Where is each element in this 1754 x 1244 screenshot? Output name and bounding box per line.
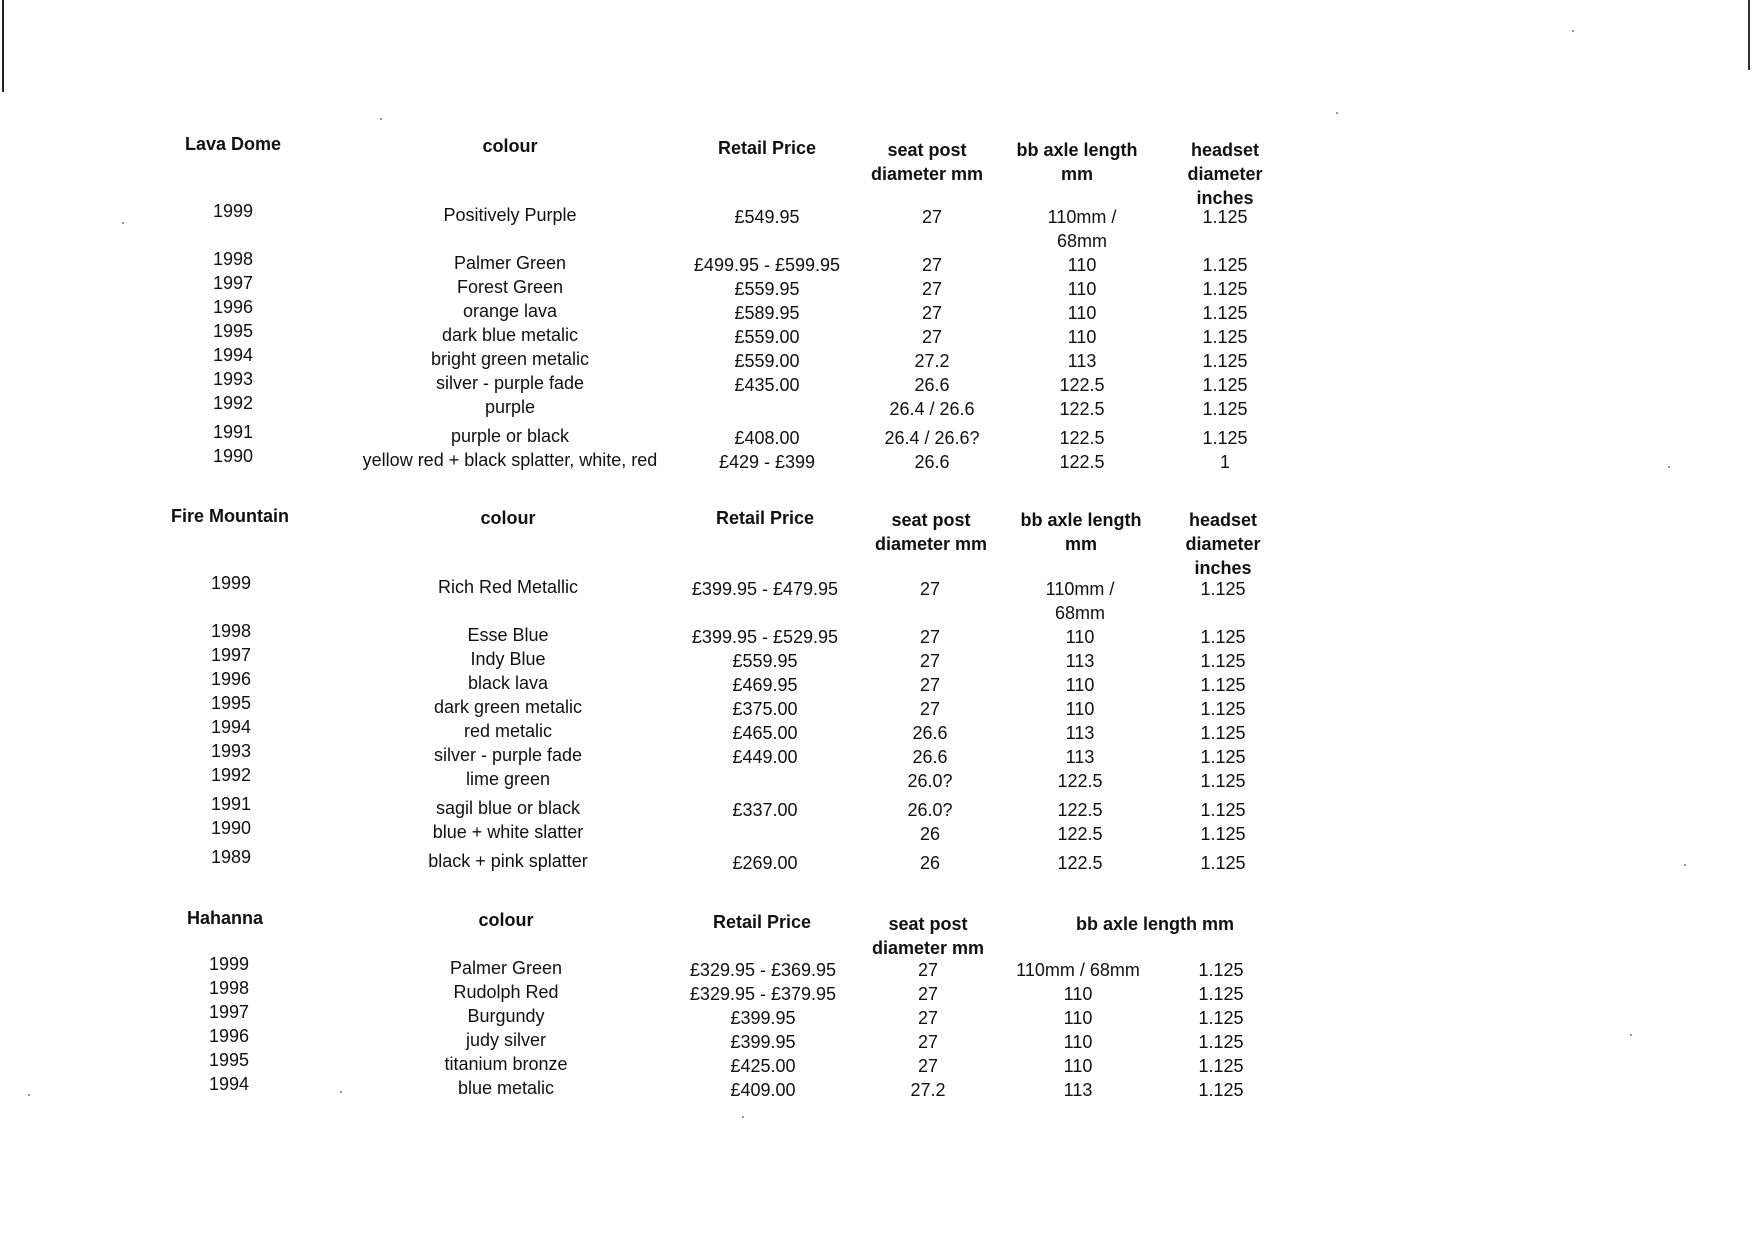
cell-bb-axle: 110	[1067, 255, 1097, 275]
cell-retail-price: £399.95	[730, 1032, 796, 1052]
scan-speck	[1630, 1034, 1632, 1036]
cell-seat-post: 27	[921, 303, 943, 323]
cell-seat-post: 27.2	[914, 351, 950, 371]
cell-year: 1996	[208, 1026, 250, 1046]
cell-seat-post: 27	[919, 675, 941, 695]
cell-colour: Palmer Green	[449, 958, 563, 978]
cell-year: 1997	[212, 273, 254, 293]
cell-headset: 1	[1219, 452, 1230, 472]
cell-bb-axle: 122.5	[1059, 452, 1105, 472]
cell-retail-price: £435.00	[734, 375, 800, 395]
cell-bb-axle: 110	[1067, 279, 1097, 299]
cell-year: 1999	[208, 954, 250, 974]
cell-retail-price: £465.00	[732, 723, 798, 743]
cell-seat-post: 27	[921, 279, 943, 299]
cell-year: 1995	[208, 1050, 250, 1070]
cell-bb-axle: 110mm / 68mm	[1047, 207, 1117, 251]
cell-bb-axle: 113	[1065, 747, 1095, 767]
cell-retail-price: £399.95 - £529.95	[691, 627, 839, 647]
cell-bb-axle: 110mm / 68mm	[1045, 579, 1115, 623]
cell-retail-price: £329.95 - £369.95	[689, 960, 837, 980]
scan-speck	[1684, 864, 1686, 866]
cell-seat-post: 26	[919, 824, 941, 844]
cell-retail-price: £559.95	[734, 279, 800, 299]
cell-bb-axle: 113	[1063, 1080, 1093, 1100]
scan-speck	[28, 1094, 30, 1096]
cell-colour: purple or black	[450, 426, 570, 446]
cell-colour: Positively Purple	[443, 205, 577, 225]
cell-seat-post: 26.0?	[907, 800, 953, 820]
cell-seat-post: 26.6	[914, 452, 950, 472]
cell-bb-axle: 110mm / 68mm	[1016, 960, 1140, 980]
header-colour: colour	[478, 910, 534, 930]
cell-year: 1994	[208, 1074, 250, 1094]
cell-headset: 1.125	[1200, 853, 1246, 873]
scan-speck	[742, 1116, 744, 1118]
model-title: Lava Dome	[184, 134, 282, 154]
cell-retail-price: £429 - £399	[718, 452, 816, 472]
cell-seat-post: 26.4 / 26.6	[889, 399, 975, 419]
cell-year: 1998	[212, 249, 254, 269]
scan-speck	[1572, 30, 1574, 32]
cell-colour: blue + white slatter	[432, 822, 584, 842]
table-row	[0, 765, 1754, 793]
cell-colour: Palmer Green	[453, 253, 567, 273]
cell-year: 1991	[210, 794, 252, 814]
cell-colour: Rudolph Red	[453, 982, 559, 1002]
header-seat-post: seat post diameter mm	[870, 140, 984, 184]
cell-bb-axle: 110	[1063, 1056, 1093, 1076]
cell-retail-price: £329.95 - £379.95	[689, 984, 837, 1004]
cell-bb-axle: 122.5	[1059, 399, 1105, 419]
cell-bb-axle: 113	[1067, 351, 1097, 371]
scan-speck	[1336, 112, 1338, 114]
cell-seat-post: 26.6	[912, 723, 948, 743]
table-row	[0, 446, 1754, 474]
cell-year: 1998	[210, 621, 252, 641]
cell-year: 1993	[212, 369, 254, 389]
cell-headset: 1.125	[1200, 723, 1246, 743]
cell-colour: black + pink splatter	[428, 851, 588, 871]
cell-headset: 1.125	[1202, 399, 1248, 419]
cell-year: 1998	[208, 978, 250, 998]
cell-headset: 1.125	[1202, 279, 1248, 299]
cell-headset: 1.125	[1200, 675, 1246, 695]
scan-speck	[380, 118, 382, 120]
cell-year: 1990	[210, 818, 252, 838]
scan-edge-mark	[1748, 0, 1750, 70]
cell-bb-axle: 110	[1063, 1032, 1093, 1052]
cell-headset: 1.125	[1198, 1056, 1244, 1076]
cell-retail-price: £469.95	[732, 675, 798, 695]
cell-retail-price: £559.00	[734, 351, 800, 371]
model-title: Hahanna	[186, 908, 264, 928]
cell-year: 1989	[210, 847, 252, 867]
cell-bb-axle: 122.5	[1057, 824, 1103, 844]
cell-headset: 1.125	[1198, 1032, 1244, 1052]
cell-headset: 1.125	[1200, 651, 1246, 671]
cell-headset: 1.125	[1202, 303, 1248, 323]
cell-seat-post: 26.6	[914, 375, 950, 395]
cell-year: 1995	[212, 321, 254, 341]
cell-seat-post: 27	[917, 1056, 939, 1076]
cell-seat-post: 26.0?	[907, 771, 953, 791]
cell-headset: 1.125	[1202, 428, 1248, 448]
cell-seat-post: 26.6	[912, 747, 948, 767]
cell-bb-axle: 113	[1065, 723, 1095, 743]
cell-colour: black lava	[467, 673, 549, 693]
header-bb-axle: bb axle length mm	[1075, 914, 1235, 934]
cell-seat-post: 27	[919, 651, 941, 671]
cell-retail-price: £375.00	[732, 699, 798, 719]
cell-seat-post: 27	[921, 255, 943, 275]
cell-seat-post: 27	[917, 1032, 939, 1052]
cell-headset: 1.125	[1200, 747, 1246, 767]
header-seat-post: seat post diameter mm	[871, 914, 985, 958]
header-retail-price: Retail Price	[715, 508, 815, 528]
cell-year: 1997	[208, 1002, 250, 1022]
cell-headset: 1.125	[1202, 351, 1248, 371]
cell-year: 1991	[212, 422, 254, 442]
cell-bb-axle: 122.5	[1057, 771, 1103, 791]
cell-headset: 1.125	[1202, 207, 1248, 227]
cell-bb-axle: 122.5	[1059, 375, 1105, 395]
cell-retail-price: £499.95 - £599.95	[693, 255, 841, 275]
scan-speck	[1668, 466, 1670, 468]
cell-seat-post: 27	[921, 327, 943, 347]
model-title: Fire Mountain	[171, 506, 289, 526]
cell-headset: 1.125	[1202, 327, 1248, 347]
cell-bb-axle: 110	[1067, 327, 1097, 347]
cell-bb-axle: 110	[1063, 984, 1093, 1004]
cell-bb-axle: 122.5	[1057, 800, 1103, 820]
cell-headset: 1.125	[1200, 824, 1246, 844]
table-row	[0, 201, 1754, 251]
cell-retail-price: £589.95	[734, 303, 800, 323]
cell-headset: 1.125	[1202, 375, 1248, 395]
cell-seat-post: 27.2	[910, 1080, 946, 1100]
table-row	[0, 1074, 1754, 1102]
cell-colour: sagil blue or black	[435, 798, 581, 818]
cell-headset: 1.125	[1198, 960, 1244, 980]
header-seat-post: seat post diameter mm	[874, 510, 988, 554]
cell-colour: Forest Green	[456, 277, 564, 297]
header-colour: colour	[482, 136, 538, 156]
cell-retail-price: £399.95	[730, 1008, 796, 1028]
header-bb-axle: bb axle length mm	[1016, 140, 1138, 184]
cell-year: 1990	[212, 446, 254, 466]
cell-year: 1994	[212, 345, 254, 365]
table-row	[0, 818, 1754, 846]
cell-year: 1992	[210, 765, 252, 785]
cell-retail-price: £269.00	[732, 853, 798, 873]
scan-edge-mark	[2, 0, 4, 92]
scan-speck	[340, 1091, 342, 1093]
header-retail-price: Retail Price	[712, 912, 812, 932]
cell-year: 1996	[210, 669, 252, 689]
cell-bb-axle: 122.5	[1057, 853, 1103, 873]
cell-colour: silver - purple fade	[433, 745, 583, 765]
cell-colour: judy silver	[465, 1030, 547, 1050]
cell-headset: 1.125	[1200, 579, 1246, 599]
cell-colour: titanium bronze	[444, 1054, 568, 1074]
cell-year: 1994	[210, 717, 252, 737]
cell-bb-axle: 110	[1065, 675, 1095, 695]
cell-seat-post: 27	[917, 1008, 939, 1028]
cell-headset: 1.125	[1198, 1008, 1244, 1028]
cell-seat-post: 27	[917, 984, 939, 1004]
cell-colour: Indy Blue	[470, 649, 546, 669]
cell-headset: 1.125	[1198, 1080, 1244, 1100]
cell-colour: dark blue metalic	[441, 325, 579, 345]
table-row	[0, 393, 1754, 421]
cell-headset: 1.125	[1200, 627, 1246, 647]
cell-year: 1996	[212, 297, 254, 317]
cell-colour: bright green metalic	[430, 349, 590, 369]
cell-bb-axle: 122.5	[1059, 428, 1105, 448]
cell-seat-post: 26.4 / 26.6?	[884, 428, 980, 448]
cell-colour: Rich Red Metallic	[437, 577, 579, 597]
header-headset: headset diameter inches	[1185, 510, 1261, 578]
cell-seat-post: 27	[921, 207, 943, 227]
cell-headset: 1.125	[1198, 984, 1244, 1004]
cell-year: 1992	[212, 393, 254, 413]
cell-seat-post: 27	[917, 960, 939, 980]
cell-seat-post: 27	[919, 699, 941, 719]
cell-bb-axle: 110	[1065, 627, 1095, 647]
header-headset: headset diameter inches	[1187, 140, 1263, 208]
cell-headset: 1.125	[1200, 771, 1246, 791]
cell-retail-price: £449.00	[732, 747, 798, 767]
cell-bb-axle: 110	[1065, 699, 1095, 719]
cell-seat-post: 27	[919, 579, 941, 599]
cell-colour: Burgundy	[467, 1006, 545, 1026]
cell-seat-post: 26	[919, 853, 941, 873]
header-colour: colour	[480, 508, 536, 528]
scan-speck	[122, 222, 124, 224]
cell-retail-price: £408.00	[734, 428, 800, 448]
cell-headset: 1.125	[1202, 255, 1248, 275]
cell-year: 1999	[212, 201, 254, 221]
cell-retail-price: £409.00	[730, 1080, 796, 1100]
cell-colour: orange lava	[462, 301, 558, 321]
cell-bb-axle: 110	[1063, 1008, 1093, 1028]
cell-year: 1999	[210, 573, 252, 593]
cell-retail-price: £559.00	[734, 327, 800, 347]
cell-colour: silver - purple fade	[435, 373, 585, 393]
cell-seat-post: 27	[919, 627, 941, 647]
cell-colour: dark green metalic	[433, 697, 583, 717]
cell-retail-price: £425.00	[730, 1056, 796, 1076]
cell-colour: Esse Blue	[467, 625, 549, 645]
cell-colour: yellow red + black splatter, white, red	[362, 450, 658, 470]
cell-headset: 1.125	[1200, 699, 1246, 719]
cell-colour: purple	[484, 397, 536, 417]
cell-colour: blue metalic	[457, 1078, 555, 1098]
cell-colour: lime green	[465, 769, 551, 789]
cell-retail-price: £559.95	[732, 651, 798, 671]
table-row	[0, 847, 1754, 875]
cell-headset: 1.125	[1200, 800, 1246, 820]
cell-year: 1995	[210, 693, 252, 713]
cell-bb-axle: 113	[1065, 651, 1095, 671]
cell-year: 1993	[210, 741, 252, 761]
cell-retail-price: £399.95 - £479.95	[691, 579, 839, 599]
cell-colour: red metalic	[463, 721, 553, 741]
cell-retail-price: £337.00	[732, 800, 798, 820]
table-row	[0, 573, 1754, 623]
cell-year: 1997	[210, 645, 252, 665]
cell-retail-price: £549.95	[734, 207, 800, 227]
cell-bb-axle: 110	[1067, 303, 1097, 323]
header-bb-axle: bb axle length mm	[1020, 510, 1142, 554]
header-retail-price: Retail Price	[717, 138, 817, 158]
